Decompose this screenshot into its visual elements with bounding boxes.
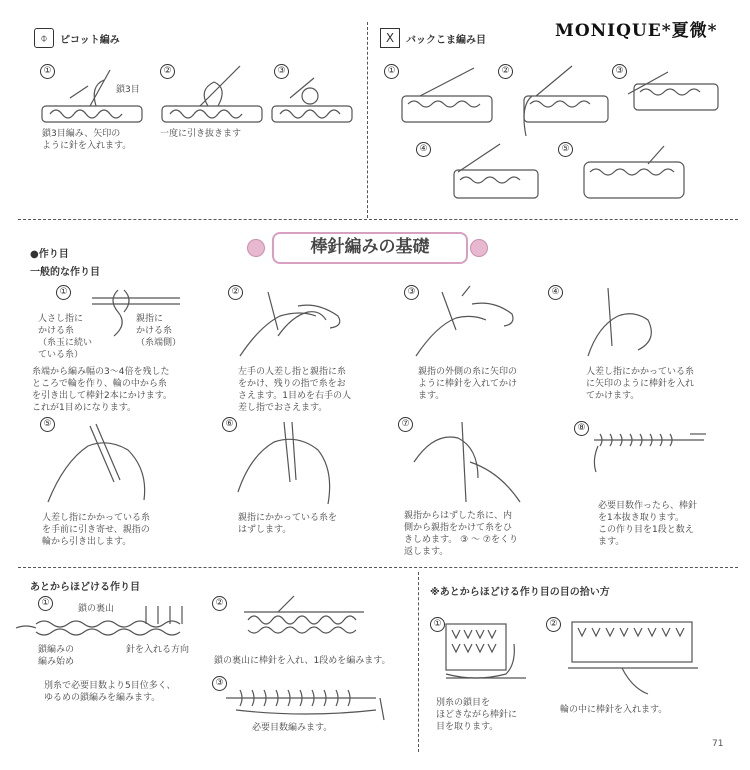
cast-on-step-6: ⑥ (222, 417, 237, 432)
provisional-step-3: ③ (212, 676, 227, 691)
provisional-step-2: ② (212, 596, 227, 611)
watermark: MONIQUE*夏微* (555, 21, 718, 41)
cast-on-step-3: ③ (404, 285, 419, 300)
cast-on-caption-3: 親指の外側の糸に矢印の ように棒針を入れてかけ ます。 (418, 367, 518, 401)
pickup-caption-2: 輪の中に棒針を入れます。 (560, 705, 668, 715)
picot-illustration-2 (160, 72, 270, 132)
top-divider-vertical (367, 22, 368, 218)
picot-illustration-1 (40, 72, 160, 132)
pickup-illustration-2 (568, 616, 708, 696)
picot-step-2: ② (160, 64, 175, 79)
cast-on-illustration-8 (594, 424, 724, 474)
cast-on-illustration-7 (410, 422, 540, 512)
cast-on-caption-2: 左手の人差し指と親指に糸 をかけ、残りの指で糸をお さえます。1目めを右手の人 差し指でおさえます。 (238, 367, 352, 413)
picot-chain3-label: 鎖3目 (116, 85, 140, 95)
label-index-finger-yarn: 人さし指に かける糸 （糸玉に続い ている糸） (38, 314, 93, 360)
back-sc-step-3: ③ (612, 64, 627, 79)
label-insert-direction: 針を入れる方向 (126, 645, 190, 655)
provisional-illustration-2 (234, 600, 384, 640)
back-sc-illustration-5 (578, 150, 698, 210)
cast-on-subheading: 一般的な作り目 (30, 267, 100, 278)
cast-on-step-4: ④ (548, 285, 563, 300)
cast-on-caption-6: 親指にかかっている糸を はずします。 (238, 513, 338, 535)
flower-icon-left (247, 239, 265, 257)
cast-on-illustration-6 (234, 422, 364, 512)
picot-step-1: ① (40, 64, 55, 79)
main-title: 棒針編みの基礎 (272, 232, 468, 264)
back-sc-step-1: ① (384, 64, 399, 79)
back-sc-title: バックこま編み目 (406, 35, 486, 46)
cast-on-illustration-2 (238, 286, 358, 366)
cast-on-illustration-1 (90, 282, 190, 332)
cast-on-step-1: ① (56, 285, 71, 300)
provisional-caption-3: 必要目数編みます。 (252, 723, 333, 733)
provisional-caption-2: 鎖の裏山に棒針を入れ、1段めを編みます。 (214, 656, 391, 666)
picot-step-3: ③ (274, 64, 289, 79)
provisional-step-1: ① (38, 596, 53, 611)
cast-on-caption-8: 必要目数作ったら、棒針 を1本抜き取ります。 この作り目を1段と数え ます。 (598, 501, 698, 547)
label-chain-back: 鎖の裏山 (78, 604, 115, 614)
picot-caption-2: 一度に引き抜きます (160, 129, 242, 139)
picot-illustration-3 (270, 72, 370, 132)
pickup-illustration-1 (446, 620, 536, 700)
pickup-caption-1: 別糸の鎖目を ほどきながら棒針に 目を取ります。 (436, 698, 518, 732)
cast-on-caption-7: 親指からはずした糸に、内 側から親指をかけて糸をひ きしめます。 ③ 〜 ⑦をくり 返します。 (404, 511, 518, 557)
cast-on-step-7: ⑦ (398, 417, 413, 432)
page-number: 71 (712, 739, 724, 749)
back-sc-illustration-1 (400, 66, 500, 136)
back-sc-step-4: ④ (416, 142, 431, 157)
picot-title: ピコット編み (60, 35, 120, 46)
cast-on-step-2: ② (228, 285, 243, 300)
cast-on-caption-4: 人差し指にかかっている糸 に矢印のように棒針を入れ てかけます。 (586, 367, 695, 401)
cast-on-step-5: ⑤ (40, 417, 55, 432)
cast-on-illustration-4 (578, 286, 688, 366)
cast-on-heading: ●作り目 (30, 249, 69, 260)
pickup-step-1: ① (430, 617, 445, 632)
back-sc-symbol-icon: X (380, 28, 400, 48)
cast-on-step-8: ⑧ (574, 421, 589, 436)
pickup-step-2: ② (546, 617, 561, 632)
picot-caption-1: 鎖3目編み、矢印の ように針を入れます。 (42, 129, 132, 151)
provisional-illustration-1 (16, 604, 206, 644)
provisional-illustration-3 (226, 680, 396, 720)
back-sc-step-2: ② (498, 64, 513, 79)
cast-on-illustration-3 (412, 286, 532, 366)
back-sc-illustration-4 (440, 150, 550, 210)
divider-top (18, 219, 738, 220)
back-sc-illustration-3 (628, 66, 738, 136)
flower-icon-right (470, 239, 488, 257)
bottom-divider-vertical (418, 572, 419, 752)
cast-on-illustration-5 (44, 422, 174, 512)
cast-on-caption-1: 糸端から編み幅の3〜4倍を残した ところで輪を作り、輪の中から糸 を引き出して棒針2本にかけます。 これが1目めになります。 (32, 367, 173, 413)
label-thumb-yarn: 親指に かける糸 （糸端側） (136, 314, 182, 348)
divider-bottom (18, 567, 738, 568)
back-sc-illustration-2 (512, 66, 612, 136)
back-sc-step-5: ⑤ (558, 142, 573, 157)
cast-on-caption-5: 人差し指にかかっている糸 を手前に引き寄せ、親指の 輪から引き出します。 (42, 513, 151, 547)
provisional-caption-1: 別糸で必要目数より5目位多く、 ゆるめの鎖編みを編みます。 (44, 681, 176, 703)
provisional-heading: あとからほどける作り目 (30, 582, 140, 593)
pickup-heading: ※あとからほどける作り目の目の拾い方 (430, 587, 610, 598)
picot-symbol-icon: ⌽ (34, 28, 54, 48)
label-chain-start: 鎖編みの 編み始め (38, 645, 75, 667)
